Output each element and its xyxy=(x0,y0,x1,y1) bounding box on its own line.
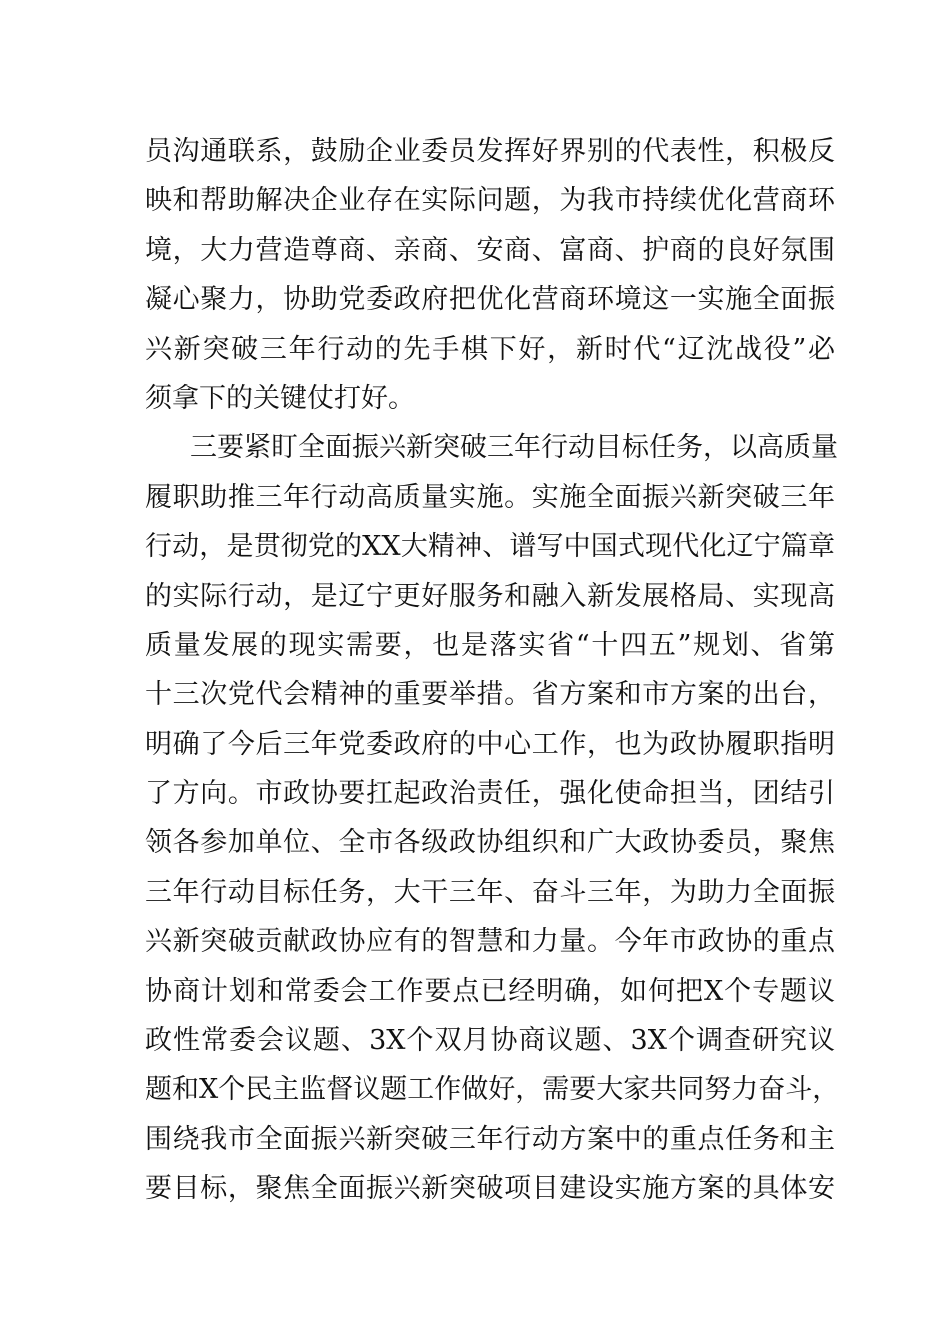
text-line: 的实际行动，是辽宁更好服务和融入新发展格局、实现高 xyxy=(145,580,835,612)
text-line: 政性常委会议题、3X个双月协商议题、3X个调查研究议 xyxy=(145,1025,835,1057)
text-line: 须拿下的关键仗打好。 xyxy=(145,382,415,414)
text-line: 要目标，聚焦全面振兴新突破项目建设实施方案的具体安 xyxy=(145,1173,835,1205)
text-line: 围绕我市全面振兴新突破三年行动方案中的重点任务和主 xyxy=(145,1123,835,1155)
text-line: 题和X个民主监督议题工作做好，需要大家共同努力奋斗， xyxy=(145,1074,840,1106)
text-line: 三年行动目标任务，大干三年、奋斗三年，为助力全面振 xyxy=(145,876,835,908)
text-line: 兴新突破贡献政协应有的智慧和力量。今年市政协的重点 xyxy=(145,926,835,958)
text-line: 员沟通联系，鼓励企业委员发挥好界别的代表性，积极反 xyxy=(145,136,835,167)
text-line: 协商计划和常委会工作要点已经明确，如何把X个专题议 xyxy=(145,975,835,1007)
text-line: 行动，是贯彻党的XX大精神、谱写中国式现代化辽宁篇章 xyxy=(145,531,835,563)
text-line: 履职助推三年行动高质量实施。实施全面振兴新突破三年 xyxy=(145,481,835,513)
text-line: 凝心聚力，协助党委政府把优化营商环境这一实施全面振 xyxy=(145,284,835,316)
text-line: 明确了今后三年党委政府的中心工作，也为政协履职指明 xyxy=(145,728,835,760)
text-line: 了方向。市政协要扛起政治责任，强化使命担当，团结引 xyxy=(145,778,835,810)
text-line: 兴新突破三年行动的先手棋下好，新时代“辽沈战役”必 xyxy=(145,333,835,365)
paragraph-first-line: 三要紧盯全面振兴新突破三年行动目标任务，以高质量 xyxy=(190,432,838,464)
text-line: 质量发展的现实需要，也是落实省“十四五”规划、省第 xyxy=(145,629,835,661)
text-line: 十三次党代会精神的重要举措。省方案和市方案的出台， xyxy=(145,679,835,711)
text-line: 映和帮助解决企业存在实际问题，为我市持续优化营商环 xyxy=(145,185,835,217)
document-body xyxy=(145,127,840,1214)
text-line: 境，大力营造尊商、亲商、安商、富商、护商的良好氛围 xyxy=(145,234,835,266)
text-line: 领各参加单位、全市各级政协组织和广大政协委员，聚焦 xyxy=(145,827,835,859)
